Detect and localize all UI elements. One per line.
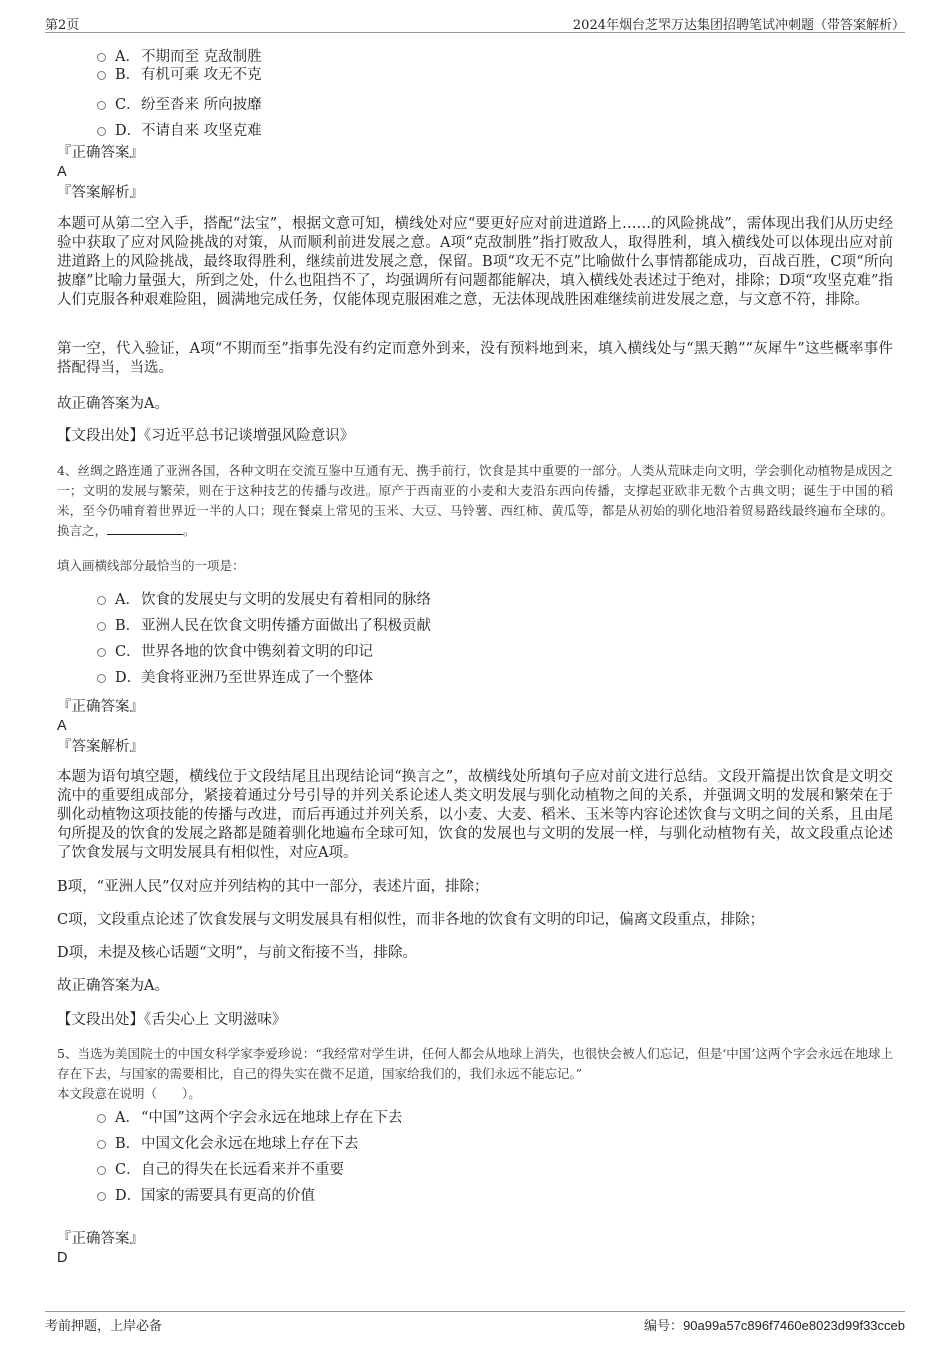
footer-code-value: 90a99a57c896f7460e8023d99f33cceb [683, 1318, 905, 1333]
q5-option-2[interactable] [57, 1131, 895, 1157]
option-letter: A． [115, 592, 140, 608]
q3-analysis-p3: 故正确答案为A。 [57, 396, 169, 412]
option-letter: B． [115, 1136, 141, 1152]
q3-block [57, 44, 895, 144]
radio-icon[interactable] [97, 648, 106, 657]
radio-icon[interactable] [97, 101, 106, 110]
q4-option-1[interactable] [57, 587, 895, 613]
q4-stem-text: 4、丝绸之路连通了亚洲各国，各种文明在交流互鉴中互通有无、携手前行，饮食是其中重要的一部分。人类从荒昧走向文明，学会驯化动植物是成因之一；文明的发展与繁荣，则在于这种技艺的传播与改进。原产于西南亚的小麦和大麦沿东西向传播，支撑起亚欧非无数个古典文明；诞生于中国的稻米，至今仍哺育着世界近一半的人口；现在餐桌上常见的玉米、大豆、马铃薯、西红柿、黄瓜等，都是从初始的驯化地沿着贸易路线最终遍布全球的。换言之， [57, 463, 893, 538]
option-letter: A． [115, 49, 140, 65]
q3-answer: A [57, 164, 67, 180]
q4-analysis-label: 『答案解析』 [57, 739, 144, 755]
q4-source-title: 《舌尖心上 文明滋味》 [144, 1012, 287, 1028]
q3-analysis-p2: 第一空，代入验证，A项“不期而至”指事先没有约定而意外到来，没有预料地到来，填入横线处与“黑天鹅”“灰犀牛”这些概率事件搭配得当，当选。 [57, 341, 893, 376]
radio-icon[interactable] [97, 1166, 106, 1175]
q5-prompt: 本文段意在说明（ ）。 [57, 1086, 201, 1101]
radio-icon[interactable] [97, 596, 106, 605]
q5-stem: 5、当选为美国院士的中国女科学家李爱珍说：“我经常对学生讲，任何人都会从地球上消失，也很快会被人们忘记，但是‘中国’这两个字会永远在地球上存在下去，与国家的需要相比，自己的得失实在微不足道，国家给我们的，我们永远不能忘记。” [57, 1046, 893, 1081]
option-text: 亚洲人民在饮食文明传播方面做出了积极贡献 [141, 618, 431, 634]
option-text: 纷至沓来 所向披靡 [141, 97, 262, 113]
option-letter: B． [115, 67, 141, 83]
radio-icon[interactable] [97, 127, 106, 136]
q5-options [57, 1105, 895, 1209]
option-text: “中国”这两个字会永远在地球上存在下去 [141, 1110, 403, 1126]
option-text: 自己的得失在长远看来并不重要 [141, 1162, 344, 1178]
q3-analysis-label: 『答案解析』 [57, 185, 144, 201]
q4-option-4[interactable] [57, 665, 895, 691]
q4-source [57, 1010, 286, 1030]
footer-code-label: 编号： [644, 1319, 684, 1334]
option-letter: A． [115, 1110, 140, 1126]
q3-source-title: 《习近平总书记谈增强风险意识》 [144, 428, 355, 444]
radio-icon[interactable] [97, 1140, 106, 1149]
document-title: 2024年烟台芝罘万达集团招聘笔试冲刺题（带答案解析） [572, 18, 905, 33]
q4-source-label: 【文段出处】 [57, 1012, 144, 1028]
option-letter: B． [115, 618, 141, 634]
footer-slogan: 考前押题，上岸必备 [45, 1319, 163, 1334]
q4-block [57, 587, 895, 691]
q5-answer: D [57, 1250, 68, 1266]
q4-prompt: 填入画横线部分最恰当的一项是： [57, 558, 245, 573]
q3-option-2[interactable] [57, 62, 895, 92]
page-number: 第2页 [45, 18, 80, 33]
page-footer [45, 1311, 905, 1334]
option-letter: C． [115, 644, 141, 660]
radio-icon[interactable] [97, 622, 106, 631]
q3-correct-label: 『正确答案』 [57, 145, 144, 161]
option-letter: D． [115, 1188, 142, 1204]
q3-option-3[interactable] [57, 92, 895, 118]
q4-stem-end: 。 [183, 523, 196, 538]
footer-code [644, 1315, 905, 1334]
q5-option-3[interactable] [57, 1157, 895, 1183]
radio-icon[interactable] [97, 674, 106, 683]
q3-analysis-p1: 本题可从第二空入手，搭配“法宝”，根据文意可知，横线处对应“要更好应对前进道路上……的风险挑战”，需体现出我们从历史经验中获取了应对风险挑战的对策，从而顺利前进发展之意。A项“克敌制胜”指打败敌人，取得胜利，填入横线处可以体现出应对前进道路上的风险挑战，最终取得胜利，继续前进发展之意，保留。B项“攻无不克”比喻做什么事情都能成功，百战百胜，C项“所向披靡”比喻力量强大，所到之处，什么也阻挡不了，均强调所有问题都能解决，填入横线处表述过于绝对，排除；D项“攻坚克难”指人们克服各种艰难险阻，圆满地完成任务，仅能体现克服困难之意，无法体现战胜困难继续前进发展之意，与文意不符，排除。 [57, 216, 893, 308]
radio-icon[interactable] [97, 1192, 106, 1201]
option-letter: C． [115, 1162, 141, 1178]
q4-option-2[interactable] [57, 613, 895, 639]
q4-options [57, 587, 895, 691]
q4-stem [57, 461, 893, 541]
page-header [45, 12, 905, 33]
q3-source [57, 426, 354, 446]
option-text: 中国文化会永远在地球上存在下去 [141, 1136, 359, 1152]
q4-analysis-p1: 本题为语句填空题，横线位于文段结尾且出现结论词“换言之”，故横线处所填句子应对前文进行总结。文段开篇提出饮食是文明交流中的重要组成部分，紧接着通过分号引导的并列关系论述人类文明发展与驯化动植物之间的关系，并强调文明的发展和繁荣在于驯化动植物这项技能的传播与改进，而后再通过并列关系，以小麦、大麦、稻米、玉米等内容论述饮食与文明之间的关系，且由尾句所提及的饮食的发展之路都是随着驯化地遍布全球可知，饮食的发展也与文明的发展一样，与驯化动植物有关，故文段重点论述了饮食发展与文明发展具有相似性，对应A项。 [57, 769, 893, 861]
option-letter: C． [115, 97, 141, 113]
option-letter: D． [115, 670, 142, 686]
q5-correct-label: 『正确答案』 [57, 1231, 144, 1247]
option-text: 国家的需要具有更高的价值 [141, 1188, 315, 1204]
q5-block [57, 1105, 895, 1209]
radio-icon[interactable] [97, 71, 106, 80]
radio-icon[interactable] [97, 1114, 106, 1123]
q4-answer: A [57, 718, 67, 734]
q3-source-label: 【文段出处】 [57, 428, 144, 444]
q4-correct-label: 『正确答案』 [57, 699, 144, 715]
q4-analysis-p2: B项，“亚洲人民”仅对应并列结构的其中一部分，表述片面，排除； [57, 879, 489, 895]
radio-icon[interactable] [97, 53, 106, 62]
q3-options [57, 44, 895, 144]
q4-option-3[interactable] [57, 639, 895, 665]
option-letter: D． [115, 123, 142, 139]
option-text: 有机可乘 攻无不克 [141, 67, 262, 83]
option-text: 世界各地的饮食中镌刻着文明的印记 [141, 644, 373, 660]
q5-option-1[interactable] [57, 1105, 895, 1131]
q3-option-1[interactable] [57, 44, 895, 65]
q4-blank [107, 522, 183, 535]
q4-analysis-p3: C项，文段重点论述了饮食发展与文明发展具有相似性，而非各地的饮食有文明的印记，偏离文段重点，排除； [57, 912, 765, 928]
q5-option-4[interactable] [57, 1183, 895, 1209]
option-text: 不请自来 攻坚克难 [141, 123, 262, 139]
option-text: 不期而至 克敌制胜 [141, 49, 262, 65]
q4-analysis-p5: 故正确答案为A。 [57, 978, 169, 994]
q3-option-4[interactable] [57, 118, 895, 144]
q4-analysis-p4: D项，未提及核心话题“文明”，与前文衔接不当，排除。 [57, 945, 417, 961]
option-text: 美食将亚洲乃至世界连成了一个整体 [141, 670, 373, 686]
option-text: 饮食的发展史与文明的发展史有着相同的脉络 [141, 592, 431, 608]
